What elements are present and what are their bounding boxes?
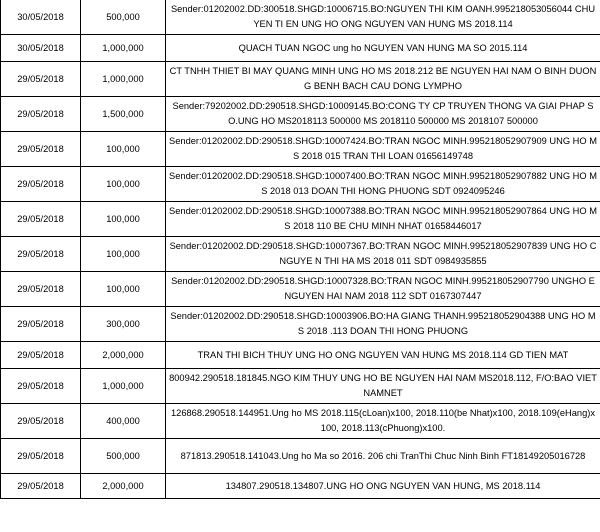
amount-cell: 500,000 [81,0,166,35]
table-row [1,202,600,237]
description-cell: Sender:79202002.DD:290518.SHGD:10009145.BO:CONG TY CP TRUYEN THONG VA GIAI PHAP SO.UNG HO MS2018113 500000 MS 2018110 500000 MS 2018107 500000 [166,97,600,132]
description-cell: Sender:01202002.DD:290518.SHGD:10007400.BO:TRAN NGOC MINH.995218052907882 UNG HO MS 2018 013 DOAN THI HONG PHUONG SDT 0924095246 [166,167,600,202]
description-cell: 871813.290518.141043.Ung ho Ma so 2016. 206 chi TranThi Chuc Ninh Binh FT18149205016728 [166,439,600,474]
date-cell: 29/05/2018 [1,439,81,474]
description-cell: Sender:01202002.DD:290518.SHGD:10003906.BO:HA GIANG THANH.995218052904388 UNG HO MS 2018 .113 DOAN THI HONG PHUONG [166,307,600,342]
table-row [1,272,600,307]
date-cell: 29/05/2018 [1,342,81,369]
table-row [1,167,600,202]
amount-cell: 100,000 [81,272,166,307]
amount-cell: 1,000,000 [81,35,166,62]
date-cell: 29/05/2018 [1,474,81,499]
date-cell: 29/05/2018 [1,404,81,439]
amount-cell: 1,000,000 [81,369,166,404]
date-cell: 29/05/2018 [1,202,81,237]
table-row [1,474,600,499]
date-cell: 29/05/2018 [1,97,81,132]
table-row [1,97,600,132]
date-cell: 29/05/2018 [1,132,81,167]
description-cell: TRAN THI BICH THUY UNG HO ONG NGUYEN VAN HUNG MS 2018.114 GD TIEN MAT [166,342,600,369]
amount-cell: 100,000 [81,202,166,237]
date-cell: 29/05/2018 [1,369,81,404]
description-cell: 134807.290518.134807.UNG HO ONG NGUYEN VAN HUNG, MS 2018.114 [166,474,600,499]
description-cell: Sender:01202002.DD:300518.SHGD:10006715.BO:NGUYEN THI KIM OANH.995218053056044 CHUYEN TI EN UNG HO ONG NGUYEN VAN HUNG MS 2018.114 [166,0,600,35]
description-cell: CT TNHH THIET BI MAY QUANG MINH UNG HO MS 2018.212 BE NGUYEN HAI NAM O BINH DUONG BENH BACH CAU DONG LYMPHO [166,62,600,97]
amount-cell: 2,000,000 [81,342,166,369]
amount-cell: 100,000 [81,167,166,202]
amount-cell: 100,000 [81,132,166,167]
description-cell: 126868.290518.144951.Ung ho MS 2018.115(cLoan)x100, 2018.110(be Nhat)x100, 2018.109(eHang)x100, 2018.113(cPhuong)x100. [166,404,600,439]
description-cell: Sender:01202002.DD:290518.SHGD:10007328.BO:TRAN NGOC MINH.995218052907790 UNGHO E NGUYEN HAI NAM 2018 112 SDT 0167307447 [166,272,600,307]
table-row [1,369,600,404]
table-row [1,62,600,97]
description-cell: 800942.290518.181845.NGO KIM THUY UNG HO BE NGUYEN HAI NAM MS2018.112, F/O:BAO VIETNAMNET [166,369,600,404]
date-cell: 29/05/2018 [1,62,81,97]
table-row [1,342,600,369]
table-row [1,307,600,342]
table-row [1,0,600,35]
table-row [1,237,600,272]
table-row [1,439,600,474]
table-row [1,35,600,62]
amount-cell: 500,000 [81,439,166,474]
description-cell: QUACH TUAN NGOC ung ho NGUYEN VAN HUNG MA SO 2015.114 [166,35,600,62]
date-cell: 29/05/2018 [1,237,81,272]
date-cell: 29/05/2018 [1,307,81,342]
date-cell: 29/05/2018 [1,167,81,202]
description-cell: Sender:01202002.DD:290518.SHGD:10007388.BO:TRAN NGOC MINH.995218052907864 UNG HO MS 2018 110 BE CHU MINH NHAT 01658446017 [166,202,600,237]
description-cell: Sender:01202002.DD:290518.SHGD:10007367.BO:TRAN NGOC MINH.995218052907839 UNG HO C NGUYE N THI HA MS 2018 011 SDT 0984935855 [166,237,600,272]
amount-cell: 400,000 [81,404,166,439]
date-cell: 29/05/2018 [1,272,81,307]
description-cell: Sender:01202002.DD:290518.SHGD:10007424.BO:TRAN NGOC MINH.995218052907909 UNG HO MS 2018 015 TRAN THI LOAN 01656149748 [166,132,600,167]
amount-cell: 300,000 [81,307,166,342]
amount-cell: 2,000,000 [81,474,166,499]
amount-cell: 1,000,000 [81,62,166,97]
amount-cell: 100,000 [81,237,166,272]
date-cell: 30/05/2018 [1,0,81,35]
table-row [1,132,600,167]
table-row [1,404,600,439]
amount-cell: 1,500,000 [81,97,166,132]
date-cell: 30/05/2018 [1,35,81,62]
